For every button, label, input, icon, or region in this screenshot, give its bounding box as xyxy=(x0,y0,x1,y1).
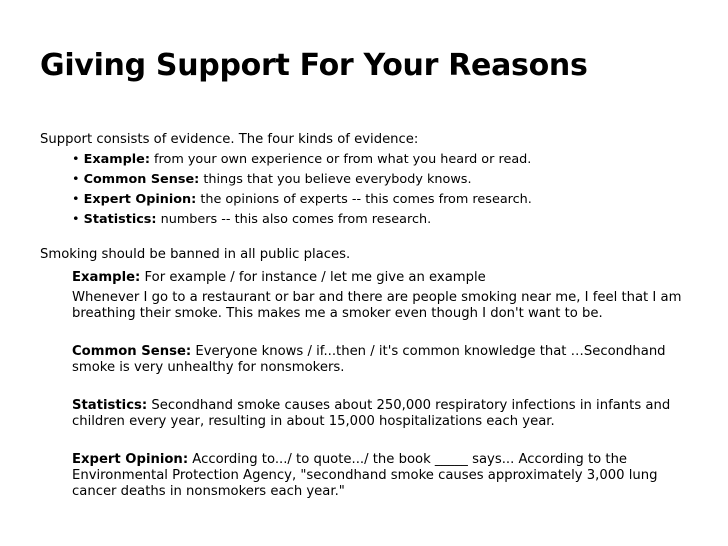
bullet-text: the opinions of experts -- this comes from research. xyxy=(196,192,532,207)
claim-text: Smoking should be banned in all public places. xyxy=(40,247,351,262)
bullet-label: Example: xyxy=(83,152,150,167)
example-line xyxy=(72,270,692,286)
bullet-marker: • xyxy=(72,212,84,227)
bullet-text: from your own experience or from what you heard or read. xyxy=(149,152,532,167)
bullet-text: things that you believe everybody knows. xyxy=(199,172,472,187)
expert-opinion-label: Expert Opinion: xyxy=(72,452,189,467)
common-sense-paragraph xyxy=(72,344,692,376)
common-sense-text: Everyone knows / if...then / it's common knowledge that …Secondhand smoke is very unhealthy for nonsmokers. xyxy=(72,344,666,375)
bullet-text: numbers -- this also comes from research. xyxy=(156,212,432,227)
statistics-label: Statistics: xyxy=(72,398,148,413)
bullet-marker: • xyxy=(72,152,84,167)
bullet-label: Statistics: xyxy=(83,212,157,227)
example-label: Example: xyxy=(72,270,141,285)
bullet-marker: • xyxy=(72,172,84,187)
bullet-example xyxy=(72,150,722,170)
bullet-statistics xyxy=(72,210,722,230)
expert-opinion-text: According to.../ to quote.../ the book _____ says... According to the Environmental Protection Agency, "secondhand smoke causes approximately 3,000 lung cancer deaths in nonsmokers each year." xyxy=(72,452,658,499)
example-text: For example / for instance / let me give an example xyxy=(140,270,486,285)
example-body: Whenever I go to a restaurant or bar and there are people smoking near me, I feel that I am breathing their smoke. This makes me a smoker even though I don't want to be. xyxy=(72,290,682,321)
slide-title: Giving Support For Your Reasons xyxy=(40,48,588,83)
statistics-text: Secondhand smoke causes about 250,000 respiratory infections in infants and children every year, resulting in about 15,000 hospitalizations each year. xyxy=(72,398,671,429)
bullet-marker: • xyxy=(72,192,84,207)
evidence-list xyxy=(72,150,722,230)
intro-text: Support consists of evidence. The four kinds of evidence: xyxy=(40,132,419,147)
bullet-common-sense xyxy=(72,170,722,190)
bullet-label: Expert Opinion: xyxy=(83,192,197,207)
common-sense-label: Common Sense: xyxy=(72,344,192,359)
statistics-paragraph xyxy=(72,398,692,430)
expert-opinion-paragraph xyxy=(72,452,692,500)
bullet-label: Common Sense: xyxy=(83,172,200,187)
bullet-expert-opinion xyxy=(72,190,722,210)
